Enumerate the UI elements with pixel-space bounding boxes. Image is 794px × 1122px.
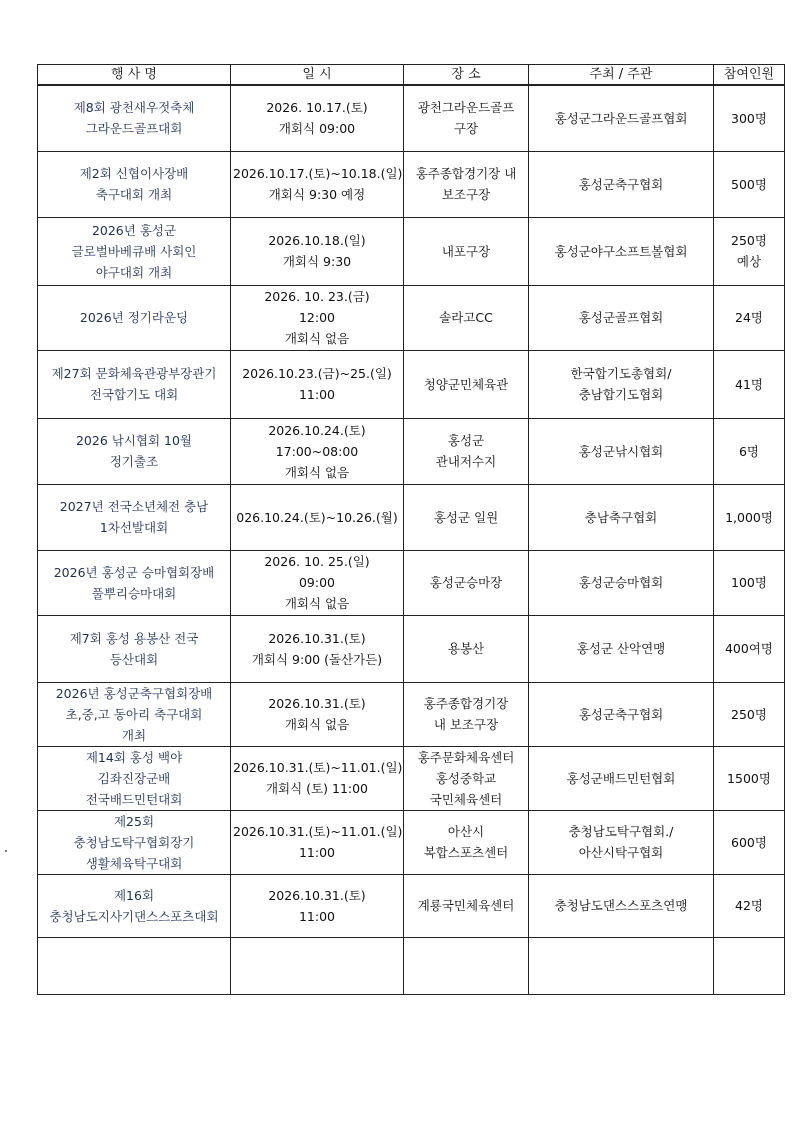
table-row <box>38 484 785 550</box>
cell-line: 홍주문화체육센터 <box>417 749 515 765</box>
cell-line: 11:00 <box>298 908 336 924</box>
cell-line: 제7회 홍성 용봉산 전국 <box>69 630 199 646</box>
cell-line: 개회식 09:00 <box>278 121 356 137</box>
cell-line: 개최 <box>121 727 147 743</box>
cell-line: 026.10.24.(토)~10.26.(월) <box>236 509 398 525</box>
cell-line: 홍성군그라운드골프협회 <box>554 110 688 126</box>
cell-line: 김좌진장군배 <box>97 770 171 786</box>
cell-line: 충남축구협회 <box>584 509 658 525</box>
cell-line: 2026년 정기라운딩 <box>79 310 189 325</box>
cell-line: 09:00 <box>298 575 336 590</box>
place-cell <box>404 682 529 746</box>
cell-line: 보조구장 <box>441 187 491 202</box>
cell-line: 홍성군야구소프트볼협회 <box>554 243 688 259</box>
empty-cell <box>529 937 714 994</box>
place-cell <box>404 350 529 418</box>
cell-line: 개회식 없음 <box>284 596 350 611</box>
cell-line: 충청남도댄스스포츠연맹 <box>554 898 688 913</box>
cell-line: 홍성군배드민턴협회 <box>566 770 676 786</box>
cell-line: 100명 <box>731 575 767 590</box>
cell-line: 생활체육탁구대회 <box>85 855 183 871</box>
cell-line: 개회식 9:00 (돌산가든) <box>251 651 383 667</box>
empty-cell <box>404 937 529 994</box>
date-time-cell <box>231 151 404 217</box>
cell-line: 한국합기도총협회/ <box>570 366 672 381</box>
place-cell <box>404 285 529 350</box>
cell-line: 2026 낚시협회 10월 <box>75 433 193 448</box>
attendance-cell <box>714 682 785 746</box>
table-row <box>38 874 785 937</box>
cell-line: 2026. 10. 23.(금) <box>264 289 370 304</box>
cell-line: 2026. 10. 25.(일) <box>264 554 370 569</box>
cell-line: 홍성군승마협회 <box>578 575 664 590</box>
cell-line: 500명 <box>731 176 767 192</box>
cell-line: 내 보조구장 <box>433 717 499 732</box>
header-organizer: 주최 / 주관 <box>529 65 714 86</box>
place-cell <box>404 418 529 484</box>
cell-line: 구장 <box>453 121 479 137</box>
cell-line: 정기출조 <box>109 454 159 469</box>
organizer-cell <box>529 418 714 484</box>
cell-line: 1500명 <box>727 770 771 786</box>
attendance-cell <box>714 85 785 151</box>
date-time-cell <box>231 350 404 418</box>
place-cell <box>404 810 529 874</box>
table-row <box>38 285 785 350</box>
event-name-cell <box>38 550 231 615</box>
organizer-cell <box>529 285 714 350</box>
cell-line: 홍성군승마장 <box>429 575 503 590</box>
organizer-cell <box>529 746 714 810</box>
table-row <box>38 615 785 682</box>
table-body <box>38 85 785 994</box>
cell-line: 홍성군 <box>447 433 485 448</box>
cell-line: 600명 <box>731 834 767 850</box>
cell-line: 제8회 광천새우젓축체 <box>73 100 195 116</box>
cell-line: 홍성군골프협회 <box>578 310 664 325</box>
event-name-cell <box>38 746 231 810</box>
event-name-cell <box>38 217 231 285</box>
cell-line: 250명 <box>731 706 767 722</box>
event-name-cell <box>38 418 231 484</box>
cell-line: 2026.10.31.(토) <box>268 696 366 711</box>
cell-line: 1차선발대회 <box>99 520 169 535</box>
organizer-cell <box>529 682 714 746</box>
cell-line: 42명 <box>735 898 763 913</box>
table-row <box>38 418 785 484</box>
event-name-cell <box>38 874 231 937</box>
cell-line: 2027년 전국소년체전 충남 <box>59 499 209 514</box>
cell-line: 전국합기도 대회 <box>89 387 179 402</box>
cell-line: 300명 <box>731 110 767 126</box>
cell-line: 청양군민체육관 <box>423 376 509 392</box>
cell-line: 광천그라운드골프 <box>417 100 515 116</box>
organizer-cell <box>529 484 714 550</box>
cell-line: 개회식 (토) 11:00 <box>265 781 369 796</box>
cell-line: 1,000명 <box>725 509 773 525</box>
date-time-cell <box>231 615 404 682</box>
event-schedule-table <box>37 64 785 995</box>
cell-line: 국민체육센터 <box>429 791 503 807</box>
organizer-cell <box>529 151 714 217</box>
cell-line: 2026.10.23.(금)~25.(일) <box>242 366 392 381</box>
place-cell <box>404 151 529 217</box>
date-time-cell <box>231 217 404 285</box>
cell-line: 11:00 <box>298 387 336 402</box>
cell-line: 솔라고CC <box>439 310 493 325</box>
cell-line: 제25회 <box>113 813 155 829</box>
cell-line: 홍성군축구협회 <box>578 706 664 722</box>
table-row <box>38 810 785 874</box>
cell-line: 홍성중학교 <box>435 770 497 786</box>
organizer-cell <box>529 810 714 874</box>
header-place: 장 소 <box>404 65 529 86</box>
date-time-cell <box>231 682 404 746</box>
cell-line: 내포구장 <box>441 243 491 259</box>
table-row <box>38 746 785 810</box>
cell-line: 250명 <box>731 233 767 248</box>
place-cell <box>404 550 529 615</box>
table-row <box>38 682 785 746</box>
cell-line: 2026.10.24.(토) <box>268 422 366 438</box>
table-row <box>38 550 785 615</box>
cell-line: 24명 <box>735 310 763 325</box>
attendance-cell <box>714 350 785 418</box>
attendance-cell <box>714 746 785 810</box>
organizer-cell <box>529 615 714 682</box>
cell-line: 글로벌바베큐배 사회인 <box>71 243 197 259</box>
event-name-cell <box>38 615 231 682</box>
date-time-cell <box>231 85 404 151</box>
event-name-cell <box>38 484 231 550</box>
cell-line: 17:00~08:00 <box>275 443 359 459</box>
organizer-cell <box>529 550 714 615</box>
date-time-cell <box>231 550 404 615</box>
attendance-cell <box>714 550 785 615</box>
cell-line: 제16회 <box>113 887 155 903</box>
cell-line: 풀뿌리승마대회 <box>91 585 177 601</box>
cell-line: 충청남도탁구협회./ <box>568 824 674 839</box>
place-cell <box>404 874 529 937</box>
attendance-cell <box>714 615 785 682</box>
cell-line: 홍주종합경기장 <box>423 696 509 711</box>
date-time-cell <box>231 746 404 810</box>
date-time-cell <box>231 418 404 484</box>
empty-table-row <box>38 937 785 994</box>
cell-line: 홍성군 산악연맹 <box>576 641 666 656</box>
cell-line: 2026.10.31.(토)~11.01.(일) <box>233 760 403 775</box>
date-time-cell <box>231 874 404 937</box>
date-time-cell <box>231 285 404 350</box>
empty-cell <box>38 937 231 994</box>
table-header-row <box>38 65 785 86</box>
table-row <box>38 350 785 418</box>
cell-line: 아산시탁구협회 <box>578 845 664 860</box>
cell-line: 등산대회 <box>109 651 159 667</box>
cell-line: 2026. 10.17.(토) <box>266 100 368 116</box>
place-cell <box>404 484 529 550</box>
organizer-cell <box>529 217 714 285</box>
cell-line: 계룡국민체육센터 <box>417 898 515 913</box>
table-row <box>38 151 785 217</box>
place-cell <box>404 217 529 285</box>
cell-line: 관내저수지 <box>435 454 497 469</box>
cell-line: 충남합기도협회 <box>578 387 664 402</box>
organizer-cell <box>529 85 714 151</box>
cell-line: 2026년 홍성군 <box>91 222 177 238</box>
cell-line: 개회식 없음 <box>284 464 350 480</box>
place-cell <box>404 85 529 151</box>
cell-line: 2026.10.31.(토)~11.01.(일) <box>233 824 403 839</box>
cell-line: 아산시 <box>447 824 485 839</box>
cell-line: 개회식 없음 <box>284 717 350 732</box>
cell-line: 예상 <box>736 254 762 269</box>
cell-line: 2026.10.31.(토) <box>268 887 366 903</box>
cell-line: 2026.10.17.(토)~10.18.(일) <box>233 166 403 181</box>
cell-line: 홍성군낚시협회 <box>578 443 664 459</box>
cell-line: 400여명 <box>724 641 773 656</box>
attendance-cell <box>714 151 785 217</box>
organizer-cell <box>529 874 714 937</box>
attendance-cell <box>714 285 785 350</box>
cell-line: 6명 <box>738 443 760 459</box>
cell-line: 용봉산 <box>447 641 485 656</box>
cell-line: 충청남도탁구협회장기 <box>73 834 195 850</box>
organizer-cell <box>529 350 714 418</box>
date-time-cell <box>231 810 404 874</box>
cell-line: 2026년 홍성군 승마협회장배 <box>53 564 215 580</box>
header-event-name: 행 사 명 <box>38 65 231 86</box>
attendance-cell <box>714 484 785 550</box>
place-cell <box>404 615 529 682</box>
cell-line: 제27회 문화체육관광부장관기 <box>51 366 217 381</box>
table-row <box>38 217 785 285</box>
table-row <box>38 85 785 151</box>
cell-line: 2026.10.18.(일) <box>268 233 366 248</box>
cell-line: 제14회 홍성 백야 <box>85 749 183 765</box>
event-name-cell <box>38 285 231 350</box>
event-name-cell <box>38 85 231 151</box>
date-time-cell <box>231 484 404 550</box>
event-name-cell <box>38 682 231 746</box>
attendance-cell <box>714 810 785 874</box>
attendance-cell <box>714 418 785 484</box>
cell-line: 야구대회 개최 <box>95 264 173 280</box>
cell-line: 축구대회 개최 <box>95 187 173 202</box>
cell-line: 전국배드민턴대회 <box>85 791 183 807</box>
cell-line: 그라운드골프대회 <box>85 121 183 137</box>
cell-line: 2026.10.31.(토) <box>268 630 366 646</box>
cell-line: 11:00 <box>298 845 336 860</box>
event-name-cell <box>38 810 231 874</box>
cell-line: 충청남도지사기댄스스포츠대회 <box>49 908 219 924</box>
header-date-time: 일 시 <box>231 65 404 86</box>
cell-line: 개회식 9:30 예정 <box>268 187 366 202</box>
event-name-cell <box>38 350 231 418</box>
attendance-cell <box>714 217 785 285</box>
attendance-cell <box>714 874 785 937</box>
cell-line: 제2회 신협이사장배 <box>79 166 189 181</box>
cell-line: 41명 <box>735 376 763 392</box>
empty-cell <box>714 937 785 994</box>
cell-line: 개회식 9:30 <box>282 254 352 269</box>
empty-cell <box>231 937 404 994</box>
cell-line: 홍주종합경기장 내 <box>415 166 517 181</box>
cell-line: 홍성군축구협회 <box>578 176 664 192</box>
cell-line: 복합스포츠센터 <box>423 845 509 860</box>
cell-line: 개회식 없음 <box>284 331 350 346</box>
cell-line: 홍성군 일원 <box>433 509 499 525</box>
header-attendance: 참여인원 <box>714 65 785 86</box>
cell-line: 2026년 홍성군축구협회장배 <box>55 685 213 701</box>
scan-speck <box>5 850 7 852</box>
event-name-cell <box>38 151 231 217</box>
cell-line: 초,중,고 동아리 축구대회 <box>65 706 203 722</box>
place-cell <box>404 746 529 810</box>
cell-line: 12:00 <box>298 310 336 325</box>
